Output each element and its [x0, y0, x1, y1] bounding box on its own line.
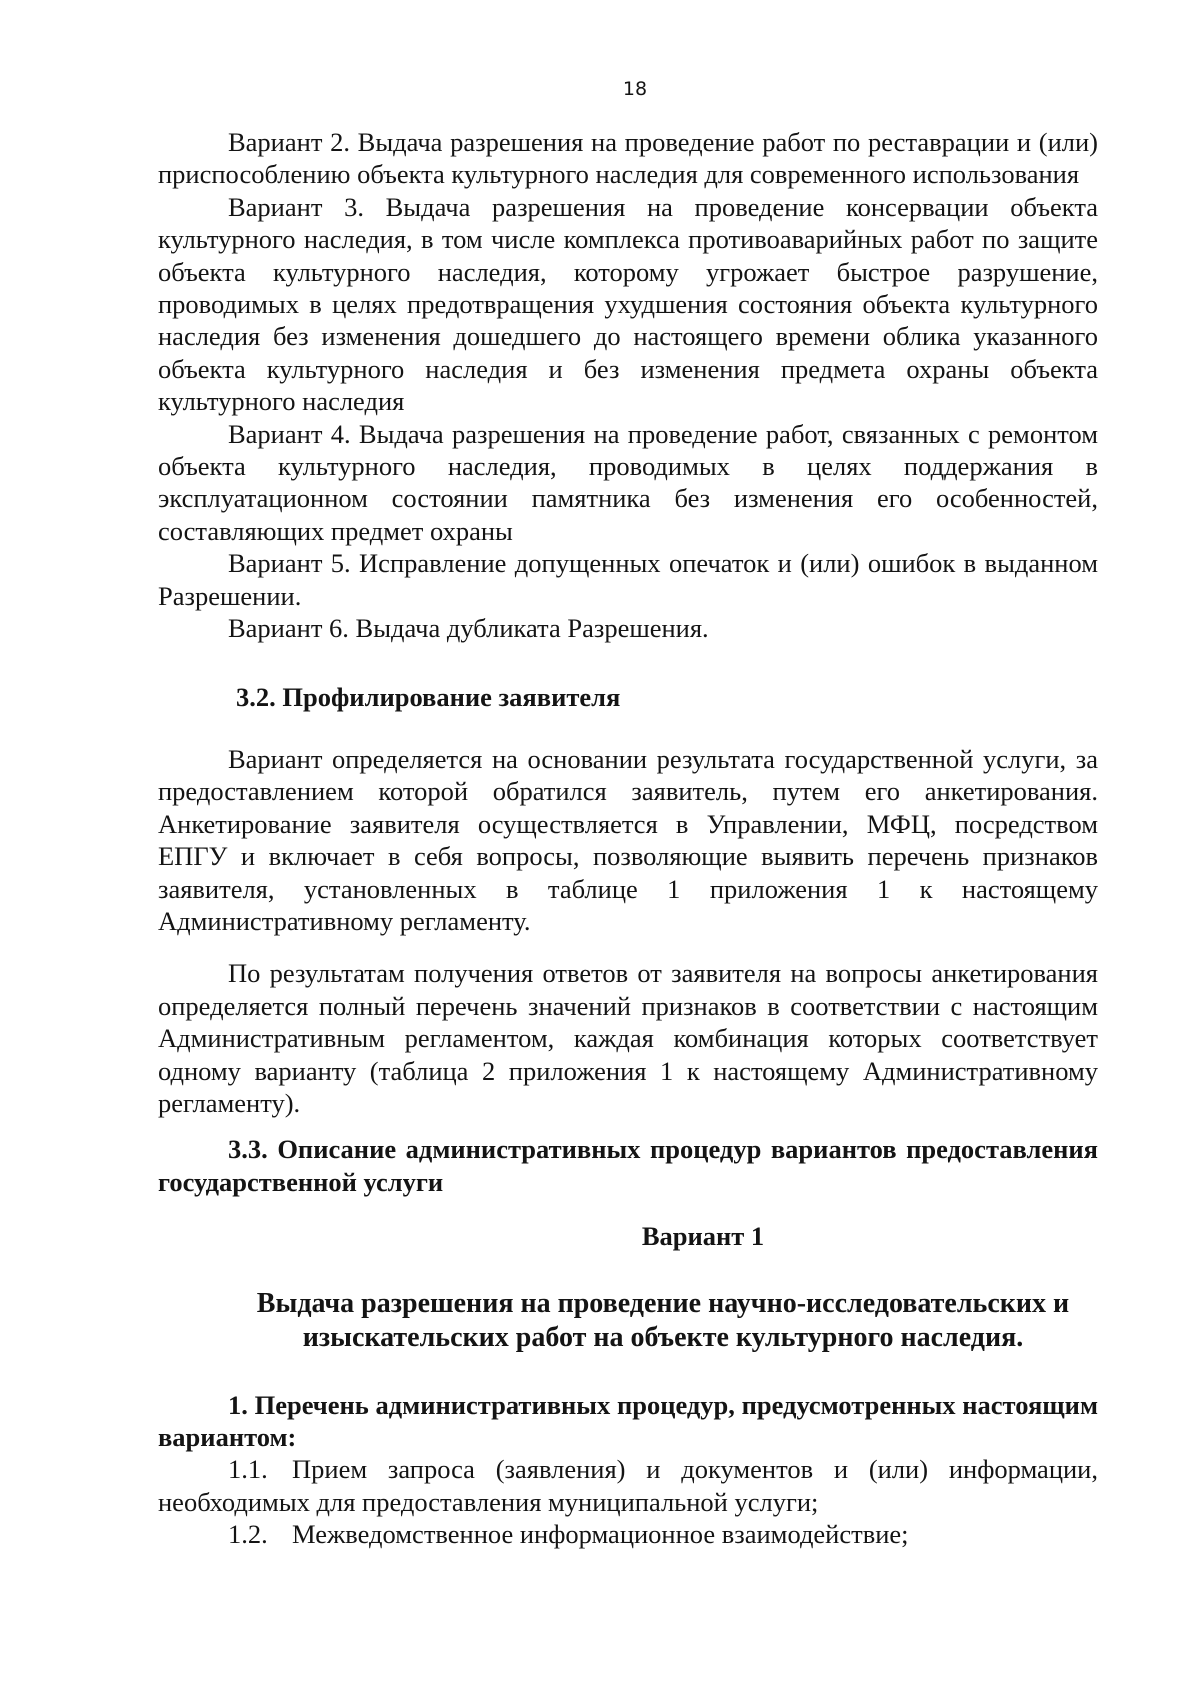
paragraph-variant-3: Вариант 3. Выдача разрешения на проведение консервации объекта культурного наследия, в том числе комплекса противоаварийных работ по защите объекта культурного наследия, которому угрожает быстрое разрушение, проводимых в целях предотвращения ухудшения состояния объекта культурного наследия без изменения дошедшего до настоящего времени облика указанного объекта культурного наследия и без изменения предмета охраны объекта культурного наследия — [158, 191, 1098, 417]
paragraph-variant-4: Вариант 4. Выдача разрешения на проведение работ, связанных с ремонтом объекта культурного наследия, проводимых в целях поддержания в эксплуатационном состоянии памятника без изменения его особенностей, составляющих предмет охраны — [158, 418, 1098, 546]
variant-1-title: Вариант 1 — [641, 1221, 765, 1252]
variant-1-subtitle-line-1: Выдача разрешения на проведение научно-исследовательских и — [256, 1287, 1070, 1319]
variant-1-subtitle-line-2: изыскательских работ на объекте культурного наследия. — [302, 1321, 1024, 1353]
procedure-item-text: Межведомственное информационное взаимодействие; — [292, 1519, 909, 1550]
procedure-item — [158, 1453, 1098, 1518]
section-3-3-heading: 3.3. Описание административных процедур вариантов предоставления государственной услуги — [158, 1134, 1098, 1197]
section-3-2-heading: 3.2. Профилирование заявителя — [236, 681, 621, 712]
variant-1-subtitle — [158, 1287, 1098, 1355]
paragraph-profiling-2: По результатам получения ответов от заявителя на вопросы анкетирования определяется полный перечень значений признаков в соответствии с настоящим Административным регламентом, каждая комбинация которых соответствует одному варианту (таблица 2 приложения 1 к настоящему Административному регламенту). — [158, 958, 1098, 1118]
page-number: 18 — [622, 78, 648, 100]
paragraph-profiling-1: Вариант определяется на основании результата государственной услуги, за предоставлением которой обратился заявитель, путем его анкетирования. Анкетирование заявителя осуществляется в Управлении, МФЦ, посредством ЕПГУ и включает в себя вопросы, позволяющие выявить перечень признаков заявителя, установленных в таблице 1 приложения 1 к настоящему Административному регламенту. — [158, 743, 1098, 936]
procedure-item-text: Прием запроса (заявления) и документов и (или) информации, необходимых для предоставления муниципальной услуги; — [158, 1454, 1098, 1517]
paragraph-variant-6: Вариант 6. Выдача дубликата Разрешения. — [228, 613, 709, 644]
procedures-list-heading: 1. Перечень административных процедур, предусмотренных настоящим вариантом: — [158, 1389, 1098, 1452]
paragraph-variant-5: Вариант 5. Исправление допущенных опечаток и (или) ошибок в выданном Разрешении. — [158, 548, 1098, 611]
procedure-item — [158, 1518, 1098, 1550]
document-body — [158, 126, 1098, 1551]
procedure-item-number: 1.1. — [228, 1454, 268, 1485]
procedure-item-number: 1.2. — [228, 1519, 268, 1550]
paragraph-variant-2: Вариант 2. Выдача разрешения на проведение работ по реставрации и (или) приспособлению объекта культурного наследия для современного использования — [158, 127, 1098, 190]
